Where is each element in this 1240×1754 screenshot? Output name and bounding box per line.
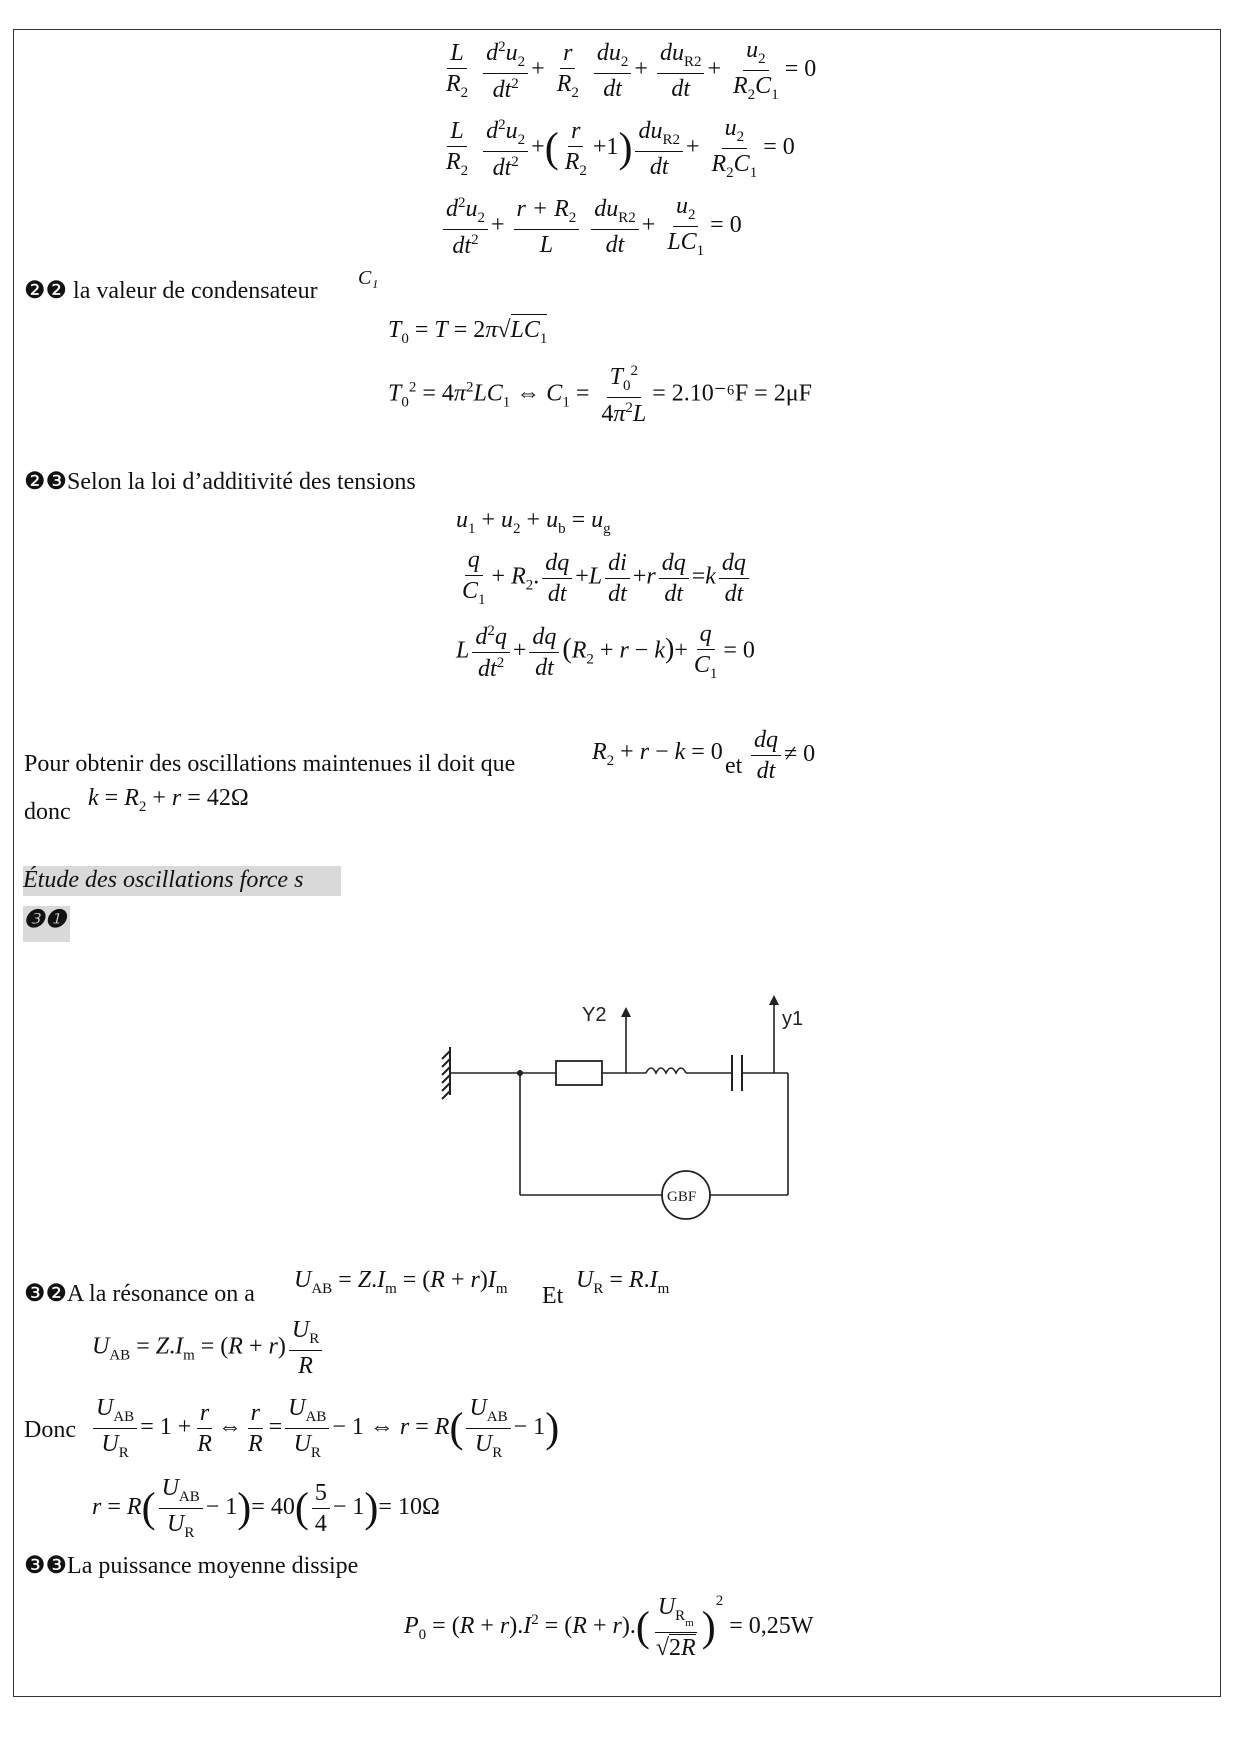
p0-value: 0,25W bbox=[748, 1613, 814, 1639]
ratio-equation: $\frac{U_{AB}}{U_R}$ = 1 + $\frac{r}{R}$ ⇔ $\frac{r}{R}$ = $\frac{U_{AB}}{U_R}$ − 1 ⇔ r = R( $\frac{U_{AB}}{U_R}$ − 1) bbox=[90, 1396, 559, 1461]
section-33-label: ❸❸La puissance moyenne dissipe bbox=[24, 1553, 359, 1579]
ratio-den: 4 bbox=[314, 1511, 327, 1537]
r-value: 10Ω bbox=[397, 1494, 440, 1521]
c1-value: 2.10⁻⁶F = 2μF bbox=[671, 380, 812, 407]
y1-label: y1 bbox=[782, 1008, 804, 1030]
section-23-label: ❷❸Selon la loi d’additivité des tensions bbox=[24, 469, 416, 495]
section-31-label: ❸❶ bbox=[23, 906, 70, 942]
section-22-label: ❷❷ la valeur de condensateur bbox=[24, 278, 318, 304]
additivity-equation: $u_1 + u_2 + u_b = u_g$ bbox=[456, 507, 611, 537]
resonance-equation: $U_{AB} = Z.I_m = (R + r)I_m$ bbox=[294, 1267, 508, 1297]
equation-2: $\frac{L}{R_2}$ $\frac{d^2u_2}{dt^2}$ +( $\frac{r}{R_2}$ +1) $\frac{du_{R2}}{dt}$ + $\frac{u_2}{R_2C_1}$ = 0 bbox=[446, 115, 795, 181]
donc-text: donc bbox=[24, 799, 71, 825]
charge-equation: $\frac{q}{C_1}$ + $R_2$. $\frac{dq}{dt}$ +L $\frac{di}{dt}$ +r $\frac{dq}{dt}$ =k $\frac{dq}{dt}$ bbox=[456, 548, 752, 608]
forced-heading: Étude des oscillations force s bbox=[23, 866, 341, 896]
diff-equation: L $\frac{d^2q}{dt^2}$ + $\frac{dq}{dt}$ $(R_2 + r - k)+$ $\frac{q}{C_1}$ = 0 bbox=[456, 621, 755, 682]
ground-symbol bbox=[442, 1047, 450, 1099]
section-32-label: ❸❷A la résonance on a bbox=[24, 1281, 255, 1307]
uab-equation: $U_{AB} = Z.I_m = (R + r)$ $\frac{U_R}{R}$ bbox=[92, 1318, 325, 1378]
k-equation: $k = R_2 + r = 42\Omega$ bbox=[88, 785, 249, 815]
r-calc: 40 bbox=[270, 1494, 295, 1521]
gbf-label: GBF bbox=[667, 1189, 697, 1205]
y2-label: Y2 bbox=[582, 1004, 607, 1026]
equation-1: $\frac{L}{R_2}$ $\frac{d^2u_2}{dt^2}$ + $\frac{r}{R_2}$ $\frac{du_2}{dt}$ + $\frac{du_{R2}}{dt}$ + $\frac{u_2}{R_2C_1}$ = 0 bbox=[446, 37, 817, 103]
section-32-donc: Donc bbox=[24, 1417, 76, 1443]
k-value: 42Ω bbox=[206, 785, 249, 811]
r-equation: r = R( $\frac{U_{AB}}{U_R}$ − 1)= 40( $\frac{5}{4}$ − 1)= 10Ω bbox=[92, 1475, 440, 1541]
ratio-num: 5 bbox=[312, 1481, 330, 1509]
condition-text: Pour obtenir des oscillations maintenues il doit que bbox=[24, 751, 516, 777]
condition-equation: $R_2 + r - k = 0$ bbox=[592, 739, 723, 769]
condition-et: et bbox=[725, 753, 743, 779]
ur-equation: $U_R = R.I_m$ bbox=[576, 1267, 670, 1297]
inductor bbox=[646, 1068, 686, 1073]
resistor bbox=[556, 1061, 602, 1085]
equation-3: $\frac{d^2u_2}{dt^2}$ + $\frac{r + R_2}{L}$ $\frac{du_{R2}}{dt}$ + $\frac{u_2}{LC_1}$ = 0 bbox=[440, 194, 742, 259]
circuit-diagram bbox=[430, 995, 830, 1235]
c1-symbol: C₁ bbox=[358, 267, 379, 289]
power-equation: $P_0 = (R + r).I^2 = (R + r)$.( $\frac{U_{R_m}}{√2R}$ )$^2$ = 0,25W bbox=[404, 1593, 814, 1661]
period-equation: $T_0 = T = 2\pi√LC_1$ bbox=[388, 318, 547, 347]
c1-equation: $T_0^2 = 4\pi^2LC_1$ ⇔ $C_1$ = $\frac{T_0^2}{4\pi^2L}$ = 2.10⁻⁶F = 2μF bbox=[388, 363, 812, 427]
section-32-et: Et bbox=[542, 1283, 564, 1309]
nonzero-equation: $\frac{dq}{dt}$ ≠ 0 bbox=[748, 728, 815, 783]
